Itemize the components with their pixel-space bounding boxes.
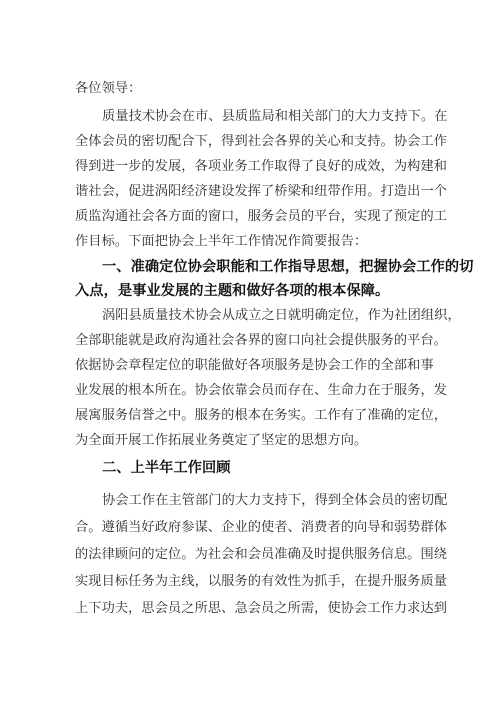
section2-body-line-3: 的法律顾问的定位。为社会和会员准确及时提供服务信息。围绕 bbox=[75, 547, 448, 562]
section1-heading-line-2: 入点，是事业发展的主题和做好各项的根本保障。 bbox=[75, 283, 390, 299]
section2-body-line-2: 合。遵循当好政府参谋、企业的使者、消费者的向导和弱势群体 bbox=[75, 520, 448, 535]
intro-line-3: 得到进一步的发展，各项业务工作取得了良好的成效，为构建和 bbox=[75, 159, 448, 174]
salutation: 各位领导： bbox=[75, 81, 142, 96]
section1-body-line-4: 业发展的根本所在。协会依靠会员而存在、生命力在于服务，发 bbox=[75, 383, 448, 398]
section1-body-line-5: 展寓服务信誉之中。服务的根本在务实。工作有了准确的定位， bbox=[75, 408, 448, 423]
section1-body-line-6: 为全面开展工作拓展业务奠定了坚定的思想方向。 bbox=[75, 433, 368, 448]
section2-body-line-4: 实现目标任务为主线，以服务的有效性为抓手，在提升服务质量 bbox=[75, 574, 448, 589]
intro-line-5: 质监沟通社会各方面的窗口，服务会员的平台，实现了预定的工 bbox=[75, 209, 448, 224]
intro-line-4: 谐社会，促进涡阳经济建设发挥了桥梁和纽带作用。打造出一个 bbox=[75, 184, 448, 199]
intro-line-6: 作目标。下面把协会上半年工作情况作简要报告： bbox=[75, 234, 368, 249]
section2-body-line-1: 协会工作在主管部门的大力支持下，得到全体会员的密切配 bbox=[102, 493, 448, 508]
section2-body-line-5: 上下功夫，思会员之所思、急会员之所需，使协会工作力求达到 bbox=[75, 601, 448, 616]
section1-body-line-2: 全部职能就是政府沟通社会各界的窗口向社会提供服务的平台。 bbox=[75, 333, 448, 348]
section1-body-line-3: 依据协会章程定位的职能做好各项服务是协会工作的全部和事 bbox=[75, 358, 434, 373]
intro-line-1: 质量技术协会在市、县质监局和相关部门的大力支持下。在 bbox=[102, 109, 448, 124]
intro-line-2: 全体会员的密切配合下，得到社会各界的关心和支持。协会工作 bbox=[75, 134, 448, 149]
section2-heading: 二、上半年工作回顾 bbox=[102, 460, 231, 476]
section1-heading-line-1: 一、准确定位协会职能和工作指导思想，把握协会工作的切 bbox=[102, 259, 474, 275]
section1-body-line-1: 涡阳县质量技术协会从成立之日就明确定位，作为社团组织， bbox=[102, 308, 461, 323]
